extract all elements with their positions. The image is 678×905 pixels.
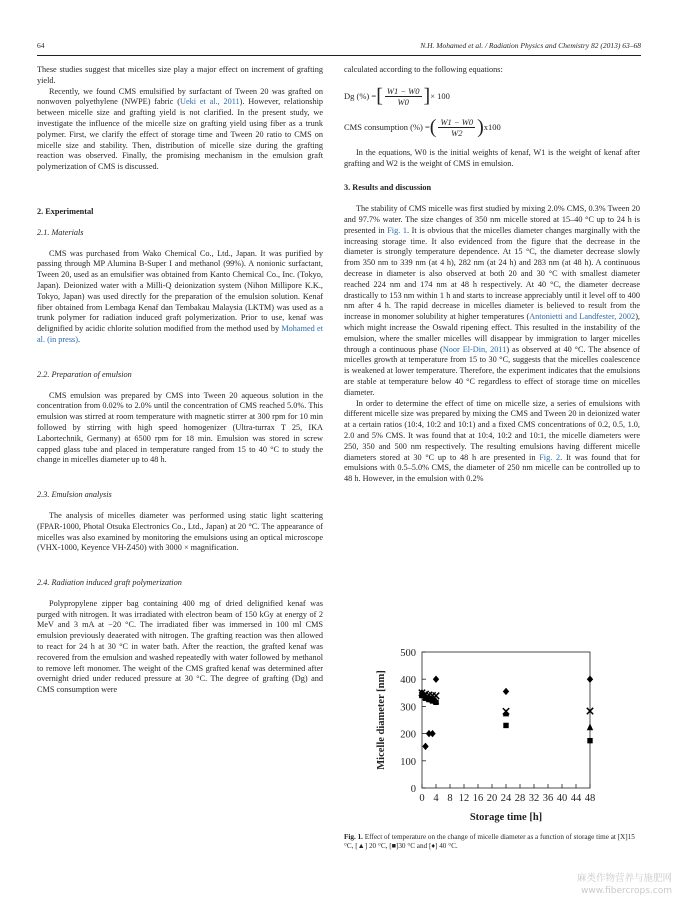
x-tick-label: 8	[447, 793, 453, 804]
plot-frame	[422, 652, 590, 788]
x-tick-label: 16	[472, 793, 484, 804]
data-point-square	[503, 723, 508, 728]
x-tick-label: 0	[419, 793, 425, 804]
page-number: 64	[37, 41, 45, 50]
data-point-triangle	[587, 723, 593, 730]
subsection-heading: 2.3. Emulsion analysis	[37, 490, 112, 500]
equation-cms-consumption: CMS consumption (%) = ( $\frac{W1 - W0}{W2}$ ) x100	[344, 116, 501, 139]
y-tick-label: 0	[410, 784, 416, 795]
citation-link[interactable]: Noor El-Din, 2011	[442, 344, 507, 354]
paragraph: Polypropylene zipper bag containing 400 mg of dried delignified kenaf was purged with nitrogen. It was irradiated with electron beam of 150 kGy at energy of 2 MeV and 3 mA at −20 °C. The irradiated fiber was immersed in 100 ml CMS emulsion previously deaerated with nitrogen. The grafting reaction was then allowed to react for 24 h at 30 °C in water bath. After the reaction, the grafted kenaf was recovered from the emulsion and washed repeatedly with water followed by methanol to remove left monomer. The weight of the CMS grafted kenaf was determined after overnight dried under reduced pressure at 30 °C. The degree of grafting (Dg) and CMS consumption were	[37, 598, 323, 695]
y-tick-label: 200	[400, 729, 416, 741]
equation-dg: Dg (%) = [ $\frac{W1 - W0}{W0}$ ] × 100	[344, 85, 450, 108]
section-heading: 3. Results and discussion	[344, 183, 432, 193]
citation-link[interactable]: Ueki et al., 2011	[180, 97, 240, 107]
citation-link[interactable]: Mohamed et al. (in press)	[37, 324, 323, 344]
subsection-heading: 2.1. Materials	[37, 227, 84, 237]
section-heading: 2. Experimental	[37, 206, 94, 216]
y-axis-label: Micelle diameter [nm]	[376, 670, 387, 770]
x-tick-label: 20	[486, 793, 498, 804]
x-tick-label: 48	[584, 793, 596, 804]
paragraph: calculated according to the following equations:	[344, 65, 503, 74]
subsection-heading: 2.2. Preparation of emulsion	[37, 369, 132, 379]
x-tick-label: 12	[458, 793, 470, 804]
x-tick-label: 32	[528, 793, 540, 804]
running-header	[37, 41, 641, 55]
x-tick-label: 40	[556, 793, 568, 804]
x-axis-label: Storage time [h]	[469, 812, 543, 823]
x-tick-label: 28	[514, 793, 526, 804]
watermark	[577, 873, 672, 897]
y-tick-label: 500	[400, 648, 416, 659]
left-column	[37, 65, 323, 696]
paragraph: In the equations, W0 is the initial weights of kenaf, W1 is the weight of kenaf after grafting and W2 is the weight of CMS in emulsion.	[344, 147, 640, 168]
data-point-diamond	[587, 676, 593, 683]
data-point-diamond	[503, 688, 509, 695]
figure-link[interactable]: Fig. 2	[539, 452, 561, 462]
data-point-diamond	[433, 676, 439, 683]
subsection-heading: 2.4. Radiation induced graft polymerization	[37, 578, 182, 588]
running-title: N.H. Mohamed et al. / Radiation Physics and Chemistry 82 (2013) 63–68	[420, 41, 641, 50]
figure-caption: Fig. 1. Effect of temperature on the change of micelle diameter as a function of storage time at [X]15 °C, [▲] 20 °C, [■]30 °C and [♦] 40 °C.	[344, 833, 635, 850]
citation-link[interactable]: Antonietti and Landfester, 2002	[529, 312, 636, 322]
x-tick-label: 36	[542, 793, 554, 804]
data-point-diamond	[422, 743, 428, 750]
x-tick-label: 44	[570, 793, 582, 804]
data-point-square	[587, 738, 592, 743]
watermark-text: 麻类作物营养与施肥网	[576, 873, 672, 884]
data-point-diamond	[429, 730, 435, 737]
figure-link[interactable]: Fig. 1	[387, 225, 408, 235]
paragraph: CMS emulsion was prepared by CMS into Tween 20 aqueous solution in the concentration from 0.02% to 2.0% until the concentration of CMS reached 5.0%. This emulsion was stirred at room temperature with magnetic stirrer at 300 rpm for 10 min followed by stirring with high speed homogenizer (Ultra-turrax T 25, IKA Labortechnik, Germany) at 6500 rpm for 18 min. Emulsion was stored in screw capped glass tube and placed in temperature ranged from 15 to 40 °C to study the change in micelles diameter up to 48 h.	[37, 390, 323, 465]
paragraph: The analysis of micelles diameter was performed using static light scattering (FPAR-1000, Photal Otsuka Electronics Co., Ltd., Japan) at 20 °C. The appearance of micelles was also examined by monitoring the emulsions using an optical microscope (VHX-1000, Keyence VH-Z450) with 3000 × magnification.	[37, 510, 323, 553]
paragraph: Recently, we found CMS emulsified by surfactant of Tween 20 was grafted on nonwoven polyethylene (NWPE) fabric (Ueki et al., 2011). However, relationship between micelle size and grafting yield is not clarified. In the present study, we investigate the influence of the micelle size on grafting yield using fiber as a trunk polymer. First, we clarify the effect of storage time and Tween 20 ratio to CMS on micelle size and stability. Then, distribution of micelle size during the grafting reaction was observed. Finally, the promising mechanism in the emulsion graft polymerization of CMS is discussed.	[37, 86, 323, 172]
paragraph: These studies suggest that micelles size play a major effect on increment of grafting yield.	[37, 65, 323, 85]
x-tick-label: 4	[433, 793, 439, 804]
paragraph: In order to determine the effect of time on micelle size, a series of emulsions with different micelle size was prepared by mixing the CMS and Tween 20 in deionized water at a certain ratios (10:4, 10:2 and 10:1) and a fixed CMS concentrations of 0.2, 0.5, 1.0, 2.0 and 5% CMS. It was found that at 10:4, 10:2 and 10:1, the micelle diameters were 250, 350 and 500 nm respectively. The resulting emulsions having different micelle diameters stored at 30 °C up to 48 h are presented in Fig. 2. It was found that for emulsions with 0.5–5.0% CMS, the diameter of 250 nm micelle can be controlled up to 48 h. However, in the emulsion with 0.2%	[344, 398, 640, 484]
figure-1-chart	[350, 640, 640, 830]
y-tick-label: 300	[400, 702, 416, 714]
header-rule	[37, 55, 641, 56]
watermark-url: www.fibercrops.com	[581, 886, 672, 896]
paragraph: CMS was purchased from Wako Chemical Co., Ltd., Japan. It was purified by passing through MP Alumina B-Super I and methanol (99%). A nonionic surfactant, Tween 20, used as an emulsifier was obtained from Kanto Chemical Co., Inc. (Tokyo, Japan). Deionized water with a Milli-Q deionization system (Nihon Millipore K.K., Tokyo, Japan) was used directly for the preparation of the emulsion solution. Kenaf fiber obtained from Lembaga Kenaf dan Tembakau Malaysia (LKTM) was used as a trunk polymer for radiation induced graft polymerization. Prior to use, kenaf was delignified by acidic chlorite solution modified from the method used by Mohamed et al. (in press).	[37, 248, 323, 344]
x-tick-label: 24	[500, 793, 512, 804]
data-point-square	[433, 700, 438, 705]
paragraph: The stability of CMS micelle was first studied by mixing 2.0% CMS, 0.3% Tween 20 and 97.7% water. The size changes of 350 nm micelle stored at 15–40 °C up to 24 h is presented in Fig. 1. It is obvious that the micelles diameter changes marginally with the increasing storage time. It also evidenced from the figure that the decrease in the diameter is strongly temperature dependence. At 15 °C, the diameter decrease slowly from 350 nm to 339 nm (at 4 h), 282 nm (at 24 h) and 283 nm (at 48 h). A continuous decrease in diameter is also observed at both 20 and 30 °C with smallest diameter reached 224 nm and 174 nm at 48 h respectively. At 40 °C, the diameter decrease drastically to 153 nm within 1 h and starts to increase appreciably until it level off to 400 nm after 4 h. The rapid decrease in micelles diameter is believed to result from the increase in monomer solubility at higher temperatures (Antonietti and Landfester, 2002), which might increase the Oswald ripening effect. This resulted in the instability of the emulsion, where the smaller micelles will disappear by immigration to larger micelles through a continuous phase (Noor El-Din, 2011) as observed at 40 °C. The absence of micelles growth at temperature from 15 to 30 °C, suggests that the micelles coalescence is weakened at lower temperature. Therefore, the experiment indicates that the emulsions are stable at temperature below 40 °C regardless to effect of storage time on micelles diameter.	[344, 204, 640, 397]
right-column	[344, 65, 640, 485]
y-tick-label: 400	[400, 675, 416, 687]
y-tick-label: 100	[400, 756, 416, 768]
